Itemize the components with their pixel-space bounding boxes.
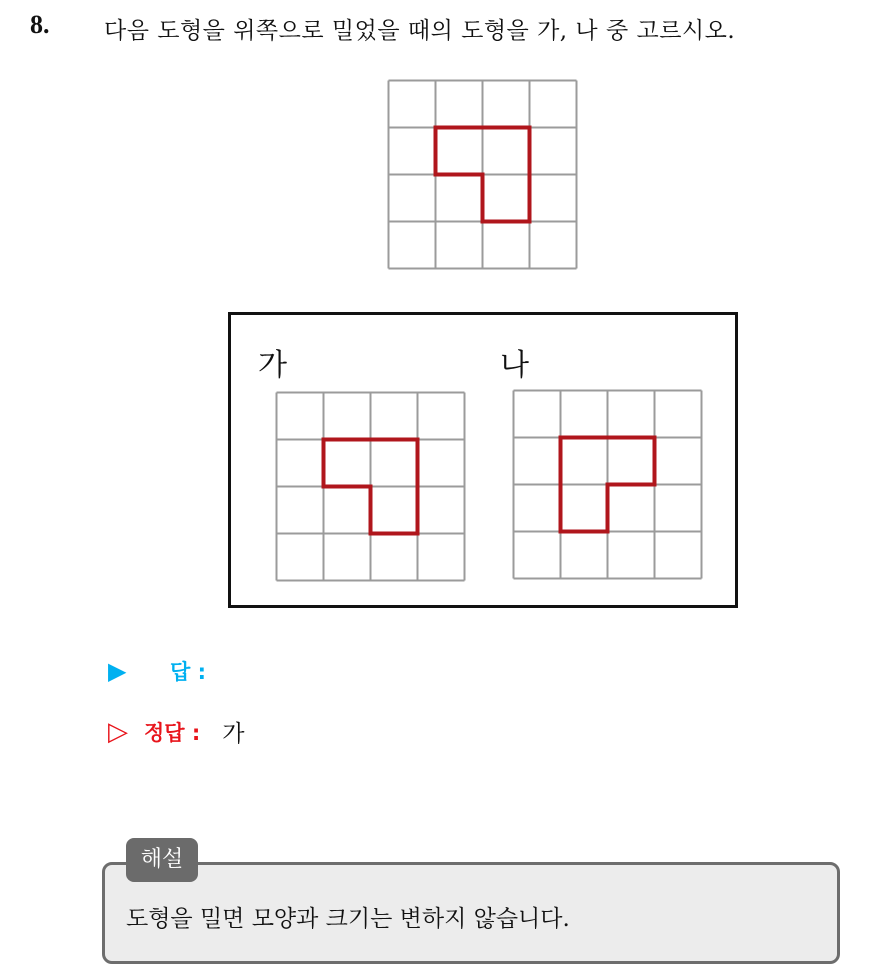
answer-row — [108, 656, 206, 686]
correct-answer-value: 가 — [222, 721, 245, 747]
outline-triangle-icon: ▷ — [108, 716, 128, 747]
answer-label: 답 : — [170, 660, 206, 684]
question-text: 다음 도형을 위쪽으로 밀었을 때의 도형을 가, 나 중 고르시오. — [104, 18, 736, 44]
solution-text: 도형을 밀면 모양과 크기는 변하지 않습니다. — [126, 906, 570, 932]
option-ga-grid — [275, 391, 464, 580]
option-label-na: 나 — [500, 348, 529, 383]
question-number: 8. — [30, 10, 50, 39]
correct-answer-label: 정답 : — [144, 720, 201, 745]
correct-answer-row — [108, 715, 245, 748]
option-label-ga: 가 — [258, 348, 287, 383]
option-na-grid — [512, 389, 701, 578]
play-triangle-icon: ▶ — [108, 657, 127, 685]
original-figure-grid — [387, 79, 576, 268]
solution-tag: 해설 — [126, 838, 198, 882]
